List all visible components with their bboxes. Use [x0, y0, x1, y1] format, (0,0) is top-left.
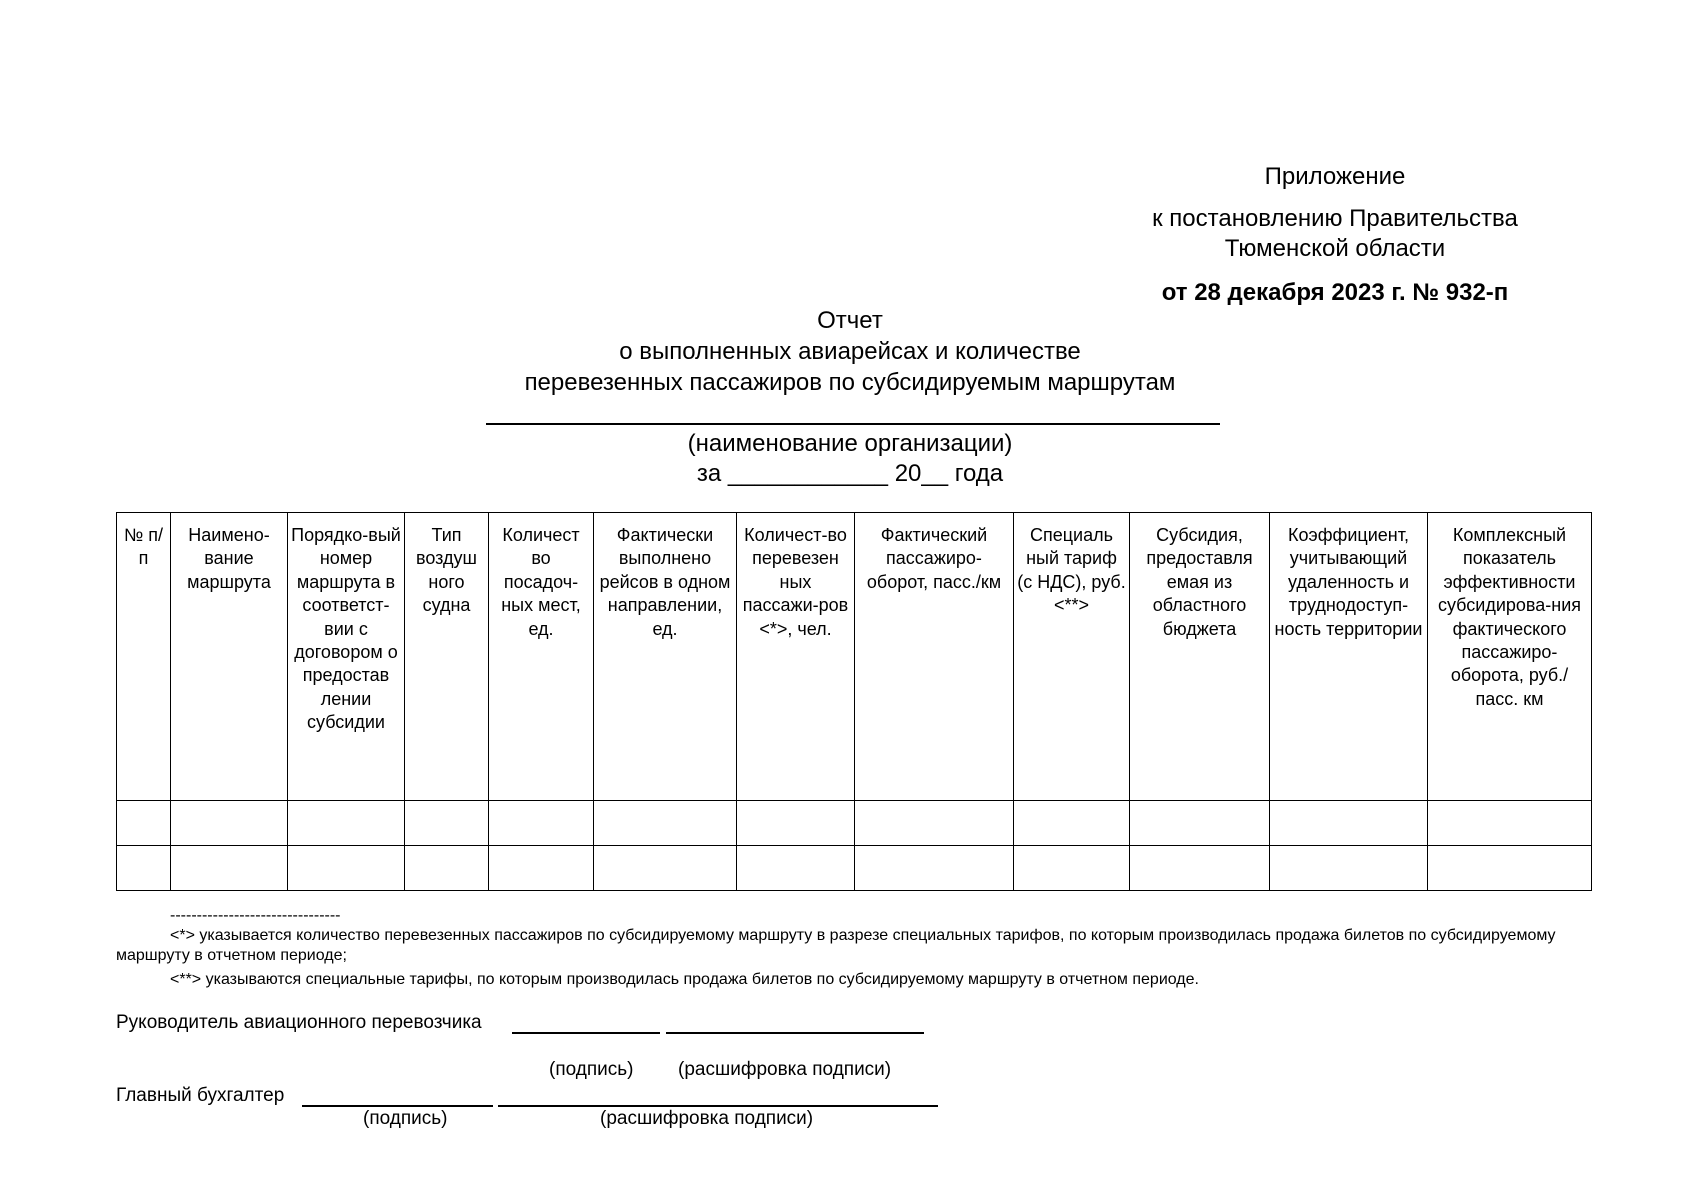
table-cell[interactable]: [489, 846, 594, 891]
table-cell[interactable]: [737, 846, 855, 891]
header-number: № п/п: [117, 513, 171, 801]
header-special-tariff: Специаль ный тариф (с НДС), руб. <**>: [1014, 513, 1130, 801]
head-signature-line[interactable]: [512, 1032, 660, 1034]
accountant-signature-caption: (подпись): [363, 1108, 448, 1129]
table-cell[interactable]: [405, 801, 489, 846]
table-cell[interactable]: [855, 801, 1014, 846]
header-remoteness-coefficient: Коэффициент, учитывающий удаленность и труднодоступ-ность территории: [1270, 513, 1428, 801]
table-row: [117, 801, 1592, 846]
head-signature-caption: (подпись): [549, 1059, 634, 1080]
report-subtitle-1: о выполненных авиарейсах и количестве: [619, 338, 1081, 365]
table-cell[interactable]: [117, 801, 171, 846]
table-cell[interactable]: [288, 801, 405, 846]
accountant-decode-line[interactable]: [498, 1105, 938, 1107]
header-route-order-number: Порядко-вый номер маршрута в соответст-вии с договором о предостав лении субсидии: [288, 513, 405, 801]
header-subsidy: Субсидия, предоставля емая из областного бюджета: [1130, 513, 1270, 801]
accountant-signature-line[interactable]: [302, 1105, 493, 1107]
header-aircraft-type: Тип воздуш ного судна: [405, 513, 489, 801]
table-row: [117, 846, 1592, 891]
header-seat-count: Количест во посадоч-ных мест, ед.: [489, 513, 594, 801]
table-cell[interactable]: [489, 801, 594, 846]
table-cell[interactable]: [594, 801, 737, 846]
table-cell[interactable]: [1130, 801, 1270, 846]
report-table: [116, 512, 1592, 891]
report-title: Отчет: [817, 307, 883, 334]
appendix-resolution-line: к постановлению Правительства: [1152, 205, 1518, 232]
report-subtitle-2: перевезенных пассажиров по субсидируемым маршрутам: [524, 369, 1176, 396]
header-flights-performed: Фактически выполнено рейсов в одном направлении, ед.: [594, 513, 737, 801]
report-period: за ____________ 20__ года: [696, 460, 1004, 487]
table-cell[interactable]: [171, 801, 288, 846]
head-decode-caption: (расшифровка подписи): [678, 1059, 892, 1080]
table-cell[interactable]: [117, 846, 171, 891]
table-cell[interactable]: [855, 846, 1014, 891]
accountant-decode-caption: (расшифровка подписи): [600, 1108, 814, 1129]
header-efficiency-indicator: Комплексный показатель эффективности субсидирова-ния фактического пассажиро-оборота, руб./пасс. км: [1428, 513, 1592, 801]
table-cell[interactable]: [1014, 801, 1130, 846]
appendix-title: Приложение: [1264, 163, 1406, 190]
table-cell[interactable]: [171, 846, 288, 891]
table-cell[interactable]: [594, 846, 737, 891]
header-passenger-turnover: Фактический пассажиро-оборот, пасс./км: [855, 513, 1014, 801]
org-name-caption: (наименование организации): [687, 430, 1013, 457]
table-cell[interactable]: [1130, 846, 1270, 891]
table-header-row: [117, 513, 1592, 801]
head-signature-label: Руководитель авиационного перевозчика: [116, 1012, 482, 1033]
table-cell[interactable]: [288, 846, 405, 891]
footnote-2: <**> указываются специальные тарифы, по которым производилась продажа билетов по субсидируемому маршруту в отчетном периоде.: [170, 971, 1199, 988]
table-cell[interactable]: [1014, 846, 1130, 891]
appendix-date-number: от 28 декабря 2023 г. № 932-п: [1161, 279, 1509, 306]
head-decode-line[interactable]: [666, 1032, 924, 1034]
accountant-signature-label: Главный бухгалтер: [116, 1085, 285, 1106]
table-cell[interactable]: [1428, 846, 1592, 891]
appendix-region-line: Тюменской области: [1224, 235, 1446, 262]
header-route-name: Наимено-вание маршрута: [171, 513, 288, 801]
footnote-1: <*> указывается количество перевезенных пассажиров по субсидируемому маршруту в разрезе специальных тарифов, по которым производилась продажа билетов по субсидируемому маршруту в отчетном периоде;: [116, 927, 1556, 964]
table-cell[interactable]: [1270, 801, 1428, 846]
org-name-line: [486, 423, 1220, 425]
table-cell[interactable]: [737, 801, 855, 846]
table-cell[interactable]: [405, 846, 489, 891]
header-passengers-carried: Количест-во перевезен ных пассажи-ров <*>, чел.: [737, 513, 855, 801]
table-cell[interactable]: [1270, 846, 1428, 891]
table-cell[interactable]: [1428, 801, 1592, 846]
footnote-separator: --------------------------------: [170, 907, 341, 924]
